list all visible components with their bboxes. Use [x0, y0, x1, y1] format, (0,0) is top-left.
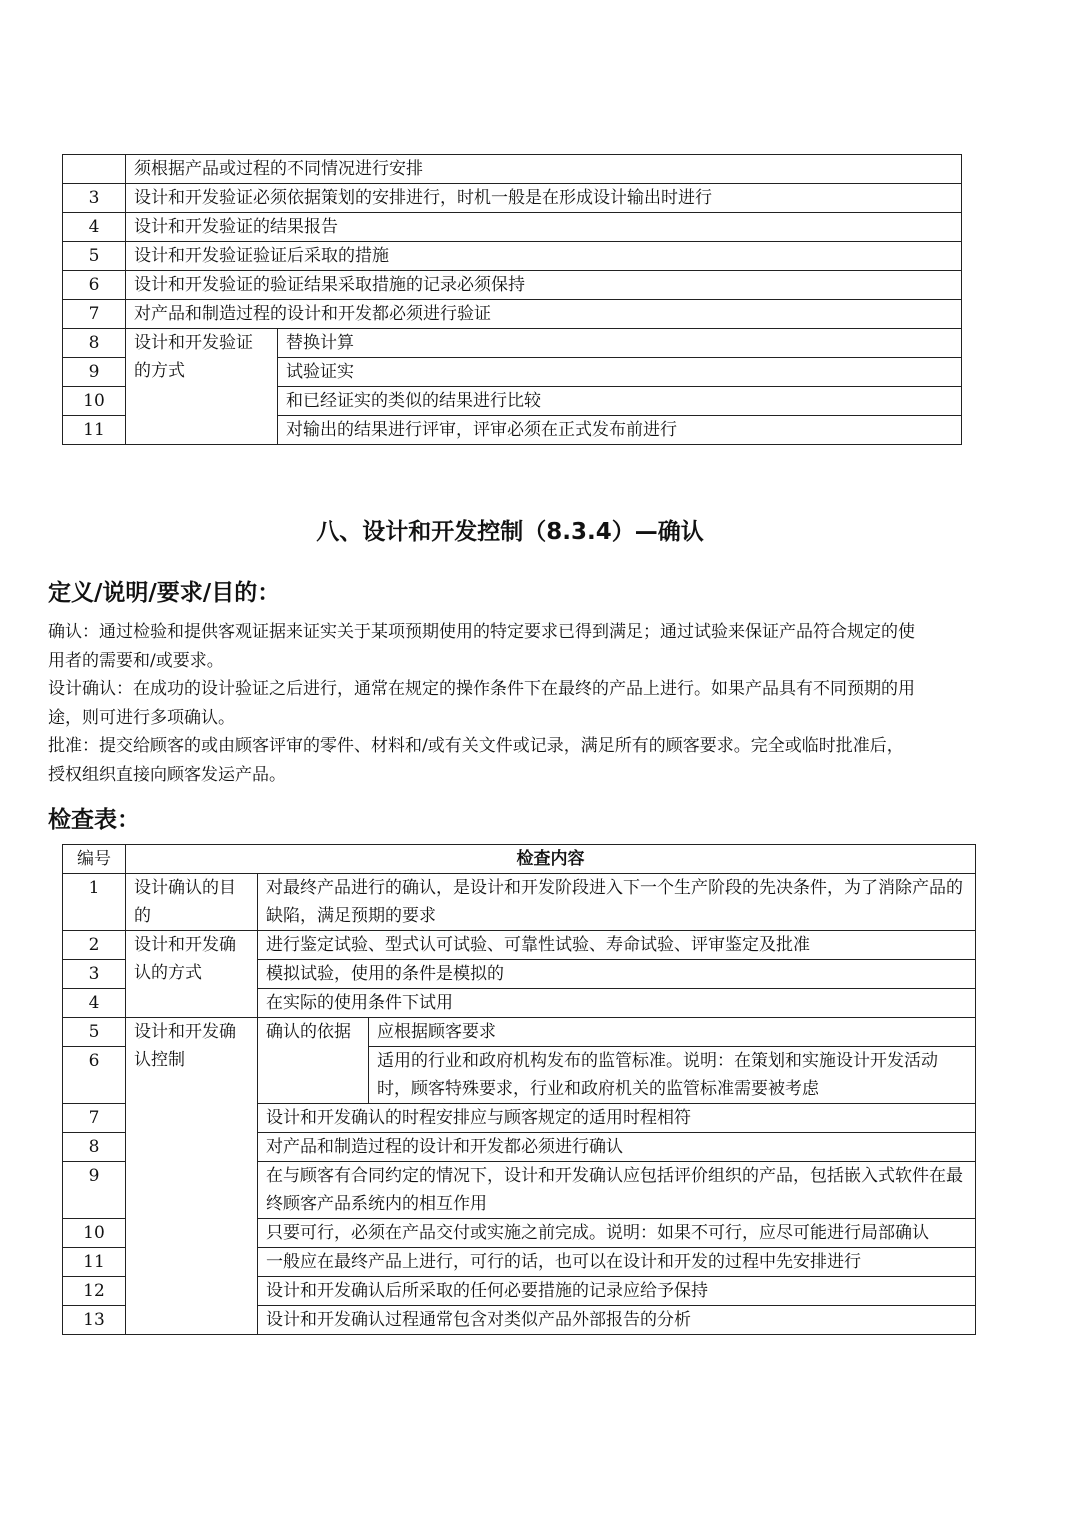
- row-text: 适用的行业和政府机构发布的监管标准。说明：在策划和实施设计开发活动时，顾客特殊要求，行业和政府机关的监管标准需要被考虑: [369, 1047, 976, 1104]
- table-row: [63, 874, 976, 931]
- row-number: 11: [63, 1248, 126, 1277]
- row-text: 设计和开发验证的验证结果采取措施的记录必须保持: [126, 271, 962, 300]
- row-text: 在与顾客有合同约定的情况下，设计和开发确认应包括评价组织的产品，包括嵌入式软件在最终顾客产品系统内的相互作用: [258, 1162, 976, 1219]
- row-number: 9: [63, 1162, 126, 1219]
- row-text: 应根据顾客要求: [369, 1018, 976, 1047]
- table-row: [63, 213, 962, 242]
- row-number: 4: [63, 213, 126, 242]
- row-text: 模拟试验，使用的条件是模拟的: [258, 960, 976, 989]
- definition-heading: 定义/说明/要求/目的：: [48, 580, 281, 606]
- row-text: 对产品和制造过程的设计和开发都必须进行验证: [126, 300, 962, 329]
- row-text: 设计和开发验证验证后采取的措施: [126, 242, 962, 271]
- row-text: 对输出的结果进行评审，评审必须在正式发布前进行: [278, 416, 962, 445]
- row-number: [63, 155, 126, 184]
- row-number: 11: [63, 416, 126, 445]
- checklist-heading: 检查表：: [48, 807, 140, 833]
- column-header-number: 编号: [63, 845, 126, 874]
- verification-checklist-table: [62, 154, 962, 445]
- row-text: 和已经证实的类似的结果进行比较: [278, 387, 962, 416]
- row-text: 设计和开发验证必须依据策划的安排进行，时机一般是在形成设计输出时进行: [126, 184, 962, 213]
- row-number: 2: [63, 931, 126, 960]
- row-text: 设计和开发验证的结果报告: [126, 213, 962, 242]
- row-number: 10: [63, 387, 126, 416]
- definition-paragraph: 批准：提交给顾客的或由顾客评审的零件、材料和/或有关文件或记录，满足所有的顾客要求。完全或临时批准后，授权组织直接向顾客发运产品。: [48, 736, 904, 785]
- row-number: 9: [63, 358, 126, 387]
- row-number: 8: [63, 1133, 126, 1162]
- row-number: 5: [63, 242, 126, 271]
- row-number: 13: [63, 1306, 126, 1335]
- table-row: [63, 931, 976, 960]
- row-text: 在实际的使用条件下试用: [258, 989, 976, 1018]
- table-row: [63, 184, 962, 213]
- row-text: 试验证实: [278, 358, 962, 387]
- category-label: 设计和开发验证的方式: [126, 329, 278, 445]
- row-text: 设计和开发确认后所采取的任何必要措施的记录应给予保持: [258, 1277, 976, 1306]
- definition-paragraph: 设计确认：在成功的设计验证之后进行，通常在规定的操作条件下在最终的产品上进行。如果产品具有不同预期的用途，则可进行多项确认。: [48, 679, 915, 728]
- row-number: 7: [63, 1104, 126, 1133]
- row-text: 对产品和制造过程的设计和开发都必须进行确认: [258, 1133, 976, 1162]
- table-row: [63, 1018, 976, 1047]
- table-row: [63, 271, 962, 300]
- table-header-row: [63, 845, 976, 874]
- row-text: 须根据产品或过程的不同情况进行安排: [126, 155, 962, 184]
- row-number: 6: [63, 271, 126, 300]
- definition-paragraph: 确认：通过检验和提供客观证据来证实关于某项预期使用的特定要求已得到满足；通过试验来保证产品符合规定的使用者的需要和/或要求。: [48, 622, 915, 671]
- row-number: 10: [63, 1219, 126, 1248]
- column-header-content: 检查内容: [126, 845, 976, 874]
- section-title: 八、设计和开发控制（8.3.4）—确认: [316, 519, 704, 545]
- row-text: 只要可行，必须在产品交付或实施之前完成。说明：如果不可行，应尽可能进行局部确认: [258, 1219, 976, 1248]
- row-number: 3: [63, 184, 126, 213]
- row-text: 进行鉴定试验、型式认可试验、可靠性试验、寿命试验、评审鉴定及批准: [258, 931, 976, 960]
- row-number: 7: [63, 300, 126, 329]
- validation-checklist-table: [62, 844, 976, 1335]
- table-row: [63, 329, 962, 358]
- row-number: 4: [63, 989, 126, 1018]
- category-label: 设计确认的目的: [126, 874, 258, 931]
- row-text: 设计和开发确认的时程安排应与顾客规定的适用时程相符: [258, 1104, 976, 1133]
- row-number: 6: [63, 1047, 126, 1104]
- row-text: 一般应在最终产品上进行，可行的话，也可以在设计和开发的过程中先安排进行: [258, 1248, 976, 1277]
- row-text: 对最终产品进行的确认，是设计和开发阶段进入下一个生产阶段的先决条件，为了消除产品的缺陷，满足预期的要求: [258, 874, 976, 931]
- row-number: 12: [63, 1277, 126, 1306]
- table-row: [63, 300, 962, 329]
- row-number: 8: [63, 329, 126, 358]
- row-number: 3: [63, 960, 126, 989]
- row-text: 设计和开发确认过程通常包含对类似产品外部报告的分析: [258, 1306, 976, 1335]
- row-number: 1: [63, 874, 126, 931]
- category-label: 设计和开发确认的方式: [126, 931, 258, 1018]
- row-number: 5: [63, 1018, 126, 1047]
- table-row: [63, 155, 962, 184]
- subcategory-label: 确认的依据: [258, 1018, 369, 1104]
- definition-body: [48, 618, 918, 789]
- table-row: [63, 242, 962, 271]
- category-label: 设计和开发确认控制: [126, 1018, 258, 1335]
- row-text: 替换计算: [278, 329, 962, 358]
